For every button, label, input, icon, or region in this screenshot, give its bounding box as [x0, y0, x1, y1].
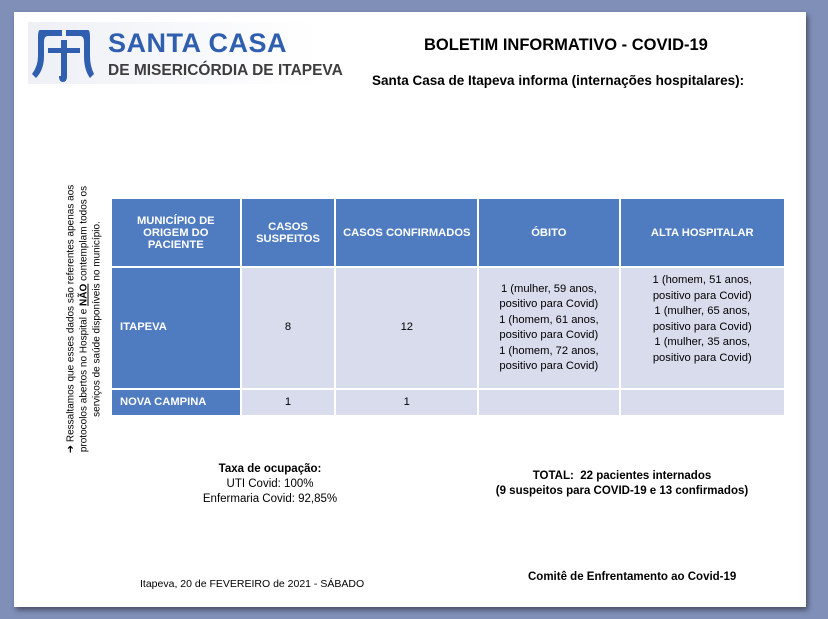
disclaimer-line-2a: protocolos abertos no Hospital e: [78, 305, 90, 453]
obito-line: positivo para Covid): [499, 298, 599, 310]
disclaimer-line-2c: contemplam todos os: [78, 185, 90, 284]
table-row: [111, 389, 785, 416]
header-municipio: MUNICÍPIO DE ORIGEM DO PACIENTE: [111, 198, 241, 267]
page-subtitle: Santa Casa de Itapeva informa (internações hospitalares):: [372, 73, 745, 88]
header-obito: ÓBITO: [478, 198, 619, 267]
alta-line: 1 (mulher, 35 anos,: [654, 336, 751, 348]
table-header-row: [111, 198, 785, 267]
obito-line: 1 (homem, 61 anos,: [499, 313, 599, 326]
hospital-logo-mark-icon: [32, 26, 94, 84]
occupancy-enfermaria: Enfermaria Covid: 92,85%: [202, 493, 338, 505]
alta-line: positivo para Covid): [652, 289, 752, 302]
alta-line: 1 (mulher, 65 anos,: [654, 305, 751, 317]
cases-table: [110, 197, 786, 417]
page-title: BOLETIM INFORMATIVO - COVID-19: [424, 36, 708, 54]
disclaimer-line-2: [78, 184, 91, 454]
occupancy-rate: [170, 462, 370, 507]
cell-confirmados: 12: [335, 267, 478, 389]
occupancy-uti: UTI Covid: 100%: [226, 478, 314, 490]
obito-line: positivo para Covid): [499, 329, 599, 341]
cell-obito: [478, 389, 619, 416]
header-alta: ALTA HOSPITALAR: [620, 198, 785, 267]
alta-line: positivo para Covid): [652, 351, 752, 364]
logo-subtitle: DE MISERICÓRDIA DE ITAPEVA: [108, 62, 343, 79]
disclaimer-line-1: ➜ Ressaltamos que esses dados são referentes apenas aos: [65, 184, 77, 454]
alta-line: positivo para Covid): [652, 320, 752, 333]
occupancy-title: Taxa de ocupação:: [218, 463, 322, 475]
total-line-2: (9 suspeitos para COVID-19 e 13 confirmados): [495, 485, 749, 497]
alta-line: 1 (homem, 51 anos,: [652, 274, 753, 286]
footer-committee: Comitê de Enfrentamento ao Covid-19: [528, 571, 737, 583]
obito-line: 1 (homem, 72 anos,: [499, 344, 599, 357]
cell-suspeitos: 1: [241, 389, 336, 416]
disclaimer-nao: NÃO: [78, 283, 90, 306]
header-suspeitos: CASOS SUSPEITOS: [241, 198, 336, 267]
cell-municipio: NOVA CAMPINA: [111, 389, 241, 416]
cell-alta: [620, 389, 785, 416]
cell-suspeitos: 8: [241, 267, 336, 389]
cell-alta: [620, 267, 785, 389]
obito-line: 1 (mulher, 59 anos,: [500, 282, 597, 295]
disclaimer-note: [65, 184, 104, 454]
total-line-1: TOTAL: 22 pacientes internados: [532, 470, 712, 482]
header-confirmados: CASOS CONFIRMADOS: [335, 198, 478, 267]
total-summary: [472, 469, 772, 499]
table-row: [111, 267, 785, 389]
cell-municipio: ITAPEVA: [111, 267, 241, 389]
obito-line: positivo para Covid): [499, 360, 599, 372]
cell-confirmados: 1: [335, 389, 478, 416]
cell-obito: [478, 267, 619, 389]
disclaimer-line-3: serviços de saúde disponíveis no município.: [91, 221, 103, 417]
footer-date: Itapeva, 20 de FEVEREIRO de 2021 - SÁBADO: [140, 578, 365, 590]
logo-title: SANTA CASA: [108, 28, 287, 58]
